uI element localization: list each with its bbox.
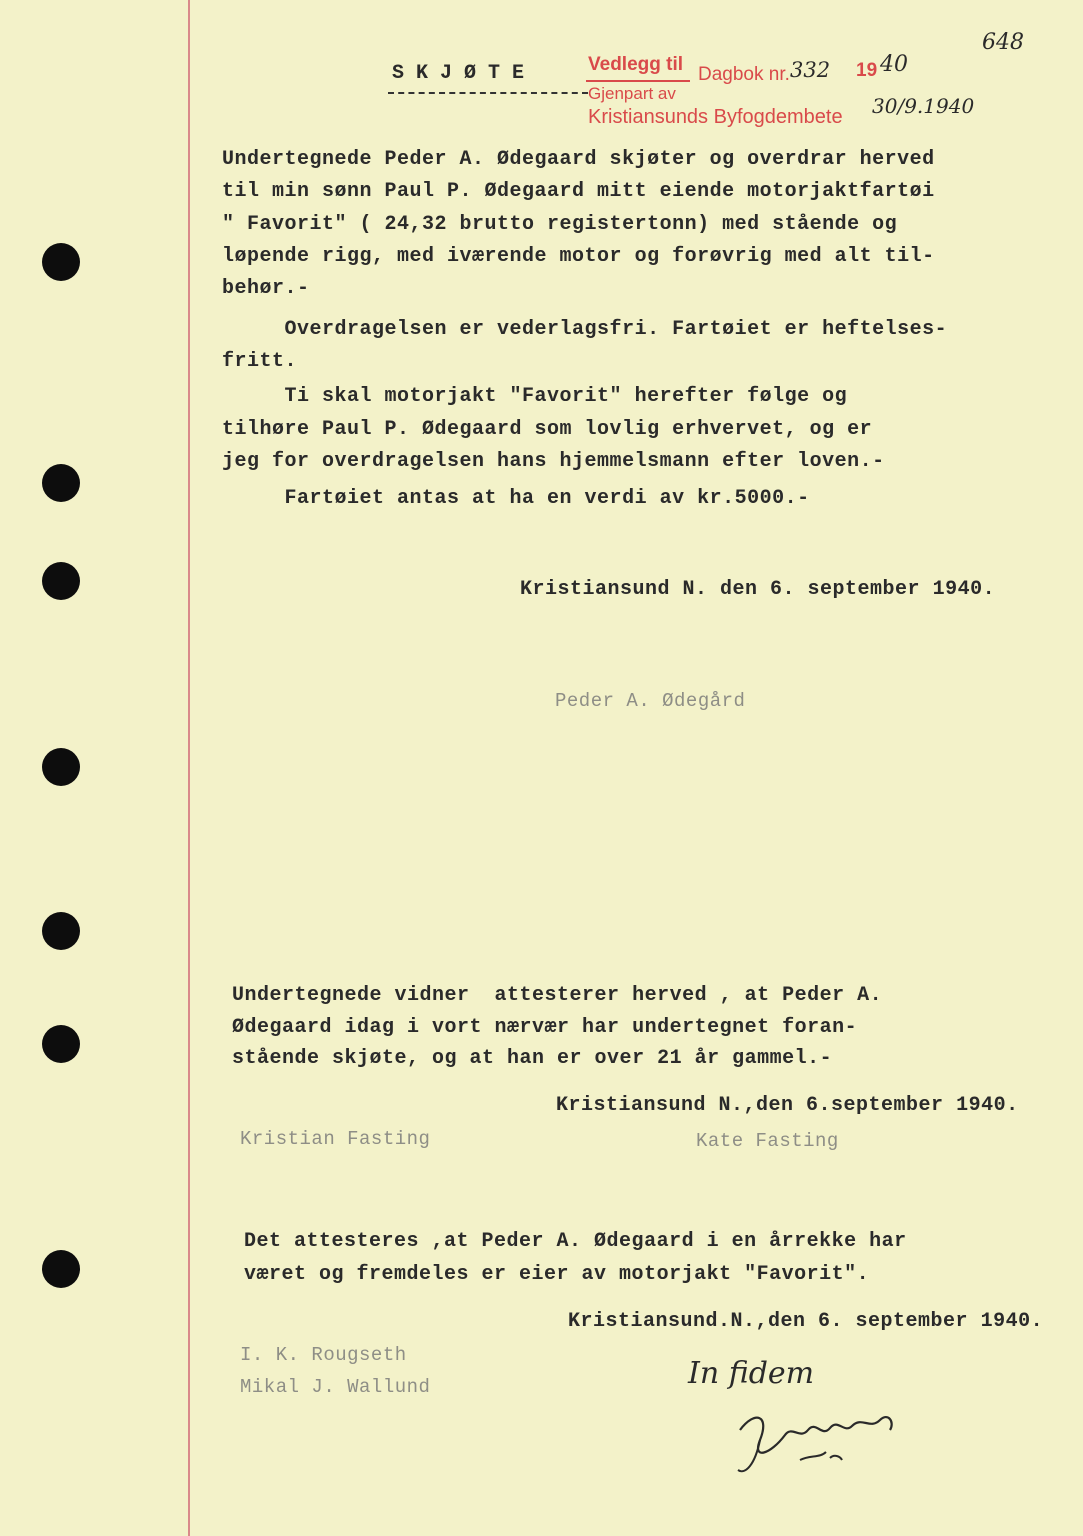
body-line: Ti skal motorjakt "Favorit" herefter følge og bbox=[222, 385, 848, 408]
dagbok-number: 332 bbox=[790, 58, 831, 82]
attest-signer-1: I. K. Rougseth bbox=[240, 1344, 407, 1366]
handwritten-in-fidem: In fidem bbox=[688, 1356, 815, 1391]
deed-place-date: Kristiansund N. den 6. september 1940. bbox=[520, 578, 996, 601]
witness-line: Ødegaard idag i vort nærvær har undertegnet foran- bbox=[232, 1016, 858, 1039]
punch-hole bbox=[42, 562, 80, 600]
witness-line: Undertegnede vidner attesterer herved , at Peder A. bbox=[232, 984, 883, 1007]
body-line: Undertegnede Peder A. Ødegaard skjøter og overdrar herved bbox=[222, 148, 935, 171]
deed-signer: Peder A. Ødegård bbox=[555, 690, 746, 712]
stamp-gjenpart: Gjenpart av bbox=[588, 84, 676, 103]
stamp-year-prefix: 19 bbox=[856, 60, 878, 81]
attest-signer-2: Mikal J. Wallund bbox=[240, 1376, 431, 1398]
handwritten-signature bbox=[730, 1400, 910, 1490]
stamp-underline bbox=[586, 80, 690, 82]
body-line: til min sønn Paul P. Ødegaard mitt eiende motorjaktfartøi bbox=[222, 180, 935, 203]
margin-rule bbox=[188, 0, 190, 1536]
stamp-byfogdembete: Kristiansunds Byfogdembete bbox=[588, 106, 843, 128]
body-line: Fartøiet antas at ha en verdi av kr.5000.- bbox=[222, 487, 810, 510]
document-title: SKJØTE bbox=[392, 62, 537, 85]
witness-name-1: Kristian Fasting bbox=[240, 1128, 431, 1150]
punch-hole bbox=[42, 243, 80, 281]
body-line: " Favorit" ( 24,32 brutto registertonn) med stående og bbox=[222, 213, 898, 236]
punch-hole bbox=[42, 912, 80, 950]
body-line: tilhøre Paul P. Ødegaard som lovlig erhvervet, og er bbox=[222, 418, 873, 441]
witness-line: stående skjøte, og at han er over 21 år gammel.- bbox=[232, 1047, 833, 1070]
punch-hole bbox=[42, 1025, 80, 1063]
attest-line: været og fremdeles er eier av motorjakt "Favorit". bbox=[244, 1263, 870, 1286]
body-line: løpende rigg, med iværende motor og forøvrig med alt til- bbox=[222, 245, 935, 268]
witness-name-2: Kate Fasting bbox=[696, 1130, 839, 1152]
punch-hole bbox=[42, 748, 80, 786]
body-line: behør.- bbox=[222, 277, 310, 300]
attest-line: Det attesteres ,at Peder A. Ødegaard i en årrekke har bbox=[244, 1230, 907, 1253]
stamp-date: 30/9.1940 bbox=[872, 94, 975, 118]
punch-hole bbox=[42, 464, 80, 502]
body-line: jeg for overdragelsen hans hjemmelsmann efter loven.- bbox=[222, 450, 885, 473]
year-suffix: 40 bbox=[880, 52, 908, 77]
punch-hole bbox=[42, 1250, 80, 1288]
stamp-vedlegg: Vedlegg til bbox=[588, 54, 684, 75]
page-number: 648 bbox=[982, 30, 1024, 55]
stamp-dagbok: Dagbok nr. bbox=[698, 64, 790, 85]
body-line: fritt. bbox=[222, 350, 298, 373]
title-underline bbox=[388, 92, 588, 94]
witness-place-date: Kristiansund N.,den 6.september 1940. bbox=[556, 1094, 1019, 1117]
attest-place-date: Kristiansund.N.,den 6. september 1940. bbox=[568, 1310, 1044, 1333]
body-line: Overdragelsen er vederlagsfri. Fartøiet er heftelses- bbox=[222, 318, 948, 341]
